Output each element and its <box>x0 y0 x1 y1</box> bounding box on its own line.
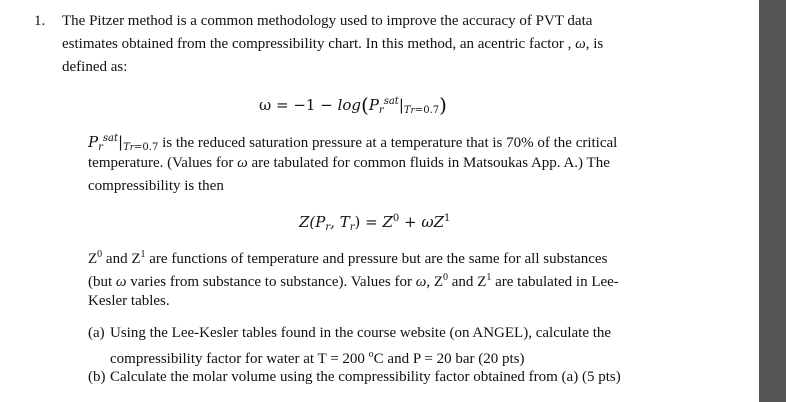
z-functions-line-2: (but ω varies from substance to substance). Values for ω, $Z^0$ and $Z^1$ are tabulated in Lee- <box>88 272 619 290</box>
omega-symbol: ω <box>575 36 586 52</box>
reduced-pressure-line-3: compressibility is then <box>88 178 224 194</box>
vertical-scrollbar[interactable] <box>759 0 786 402</box>
part-b-line: Calculate the molar volume using the compressibility factor obtained from (a) (5 pts) <box>110 369 621 385</box>
intro-line-1: The Pitzer method is a common methodology used to improve the accuracy of PVT data <box>62 13 593 29</box>
compressibility-equation: $Z(P_r$, $T_r) = Z^0 + \omega Z^1$ <box>299 213 451 233</box>
reduced-pressure-line-1: $P_r^{sat}|_{Tr=0.7}$ is the reduced saturation pressure at a temperature that is 70% of the critical <box>88 133 618 153</box>
part-a-label: (a) <box>88 325 105 341</box>
part-a-line-2: compressibility factor for water at T = 200 $^o$C and P = 20 bar (20 pts) <box>110 349 525 367</box>
z-functions-line-3: Kesler tables. <box>88 293 170 309</box>
intro-line-3: defined as: <box>62 59 128 75</box>
acentric-factor-equation: $\omega = -1 - \log(P_r^{sat}|_{Tr=0.7})$ <box>259 93 447 117</box>
item-number: 1. <box>34 13 46 29</box>
reduced-pressure-line-2: temperature. (Values for ω are tabulated for common fluids in Matsoukas App. A.) The <box>88 155 610 171</box>
z-functions-line-1: $Z^0$ and $Z^1$ are functions of temperature and pressure but are the same for all substances <box>88 249 608 267</box>
intro-line-2: estimates obtained from the compressibility chart. In this method, an acentric factor , ω, is <box>62 36 604 52</box>
part-b-label: (b) <box>88 369 106 385</box>
part-a-line-1: Using the Lee-Kesler tables found in the course website (on ANGEL), calculate the <box>110 325 612 341</box>
